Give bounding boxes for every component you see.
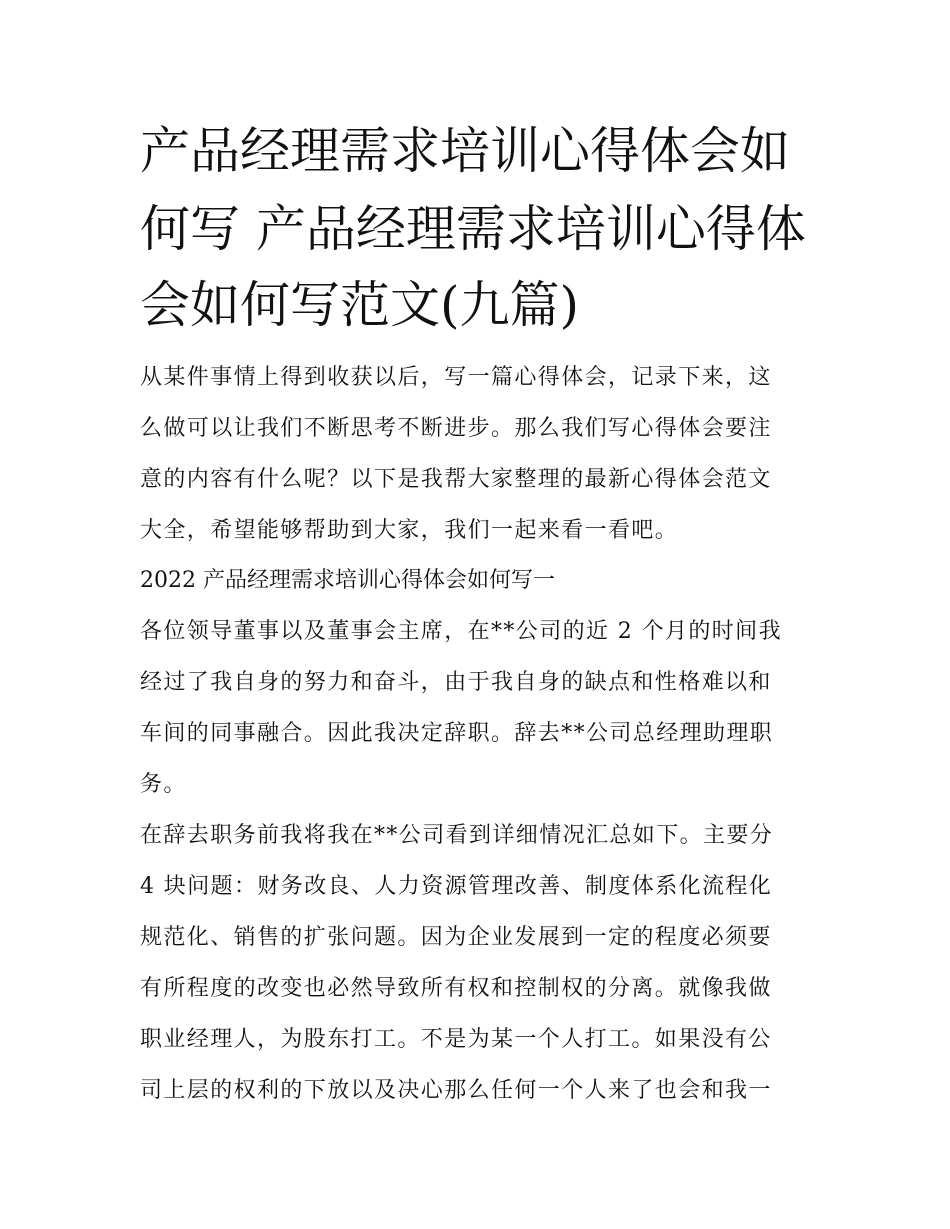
paragraph2-line-2: 4 块问题：财务改良、人力资源管理改善、制度体系化流程化 bbox=[140, 874, 773, 899]
intro-line-4: 大全，希望能够帮助到大家，我们一起来看一看吧。 bbox=[140, 518, 679, 543]
paragraph1-line-2: 经过了我自身的努力和奋斗，由于我自身的缺点和性格难以和 bbox=[140, 670, 772, 695]
paragraph1-line-4: 务。 bbox=[140, 772, 187, 797]
paragraph1-line-3: 车间的同事融合。因此我决定辞职。辞去**公司总经理助理职 bbox=[140, 721, 774, 746]
document-title-line-3: 会如何写范文(九篇) bbox=[140, 276, 580, 334]
paragraph2-line-6: 司上层的权利的下放以及决心那么任何一个人来了也会和我一 bbox=[140, 1078, 772, 1103]
paragraph1-line-1: 各位领导董事以及董事会主席，在**公司的近 2 个月的时间我 bbox=[140, 619, 782, 644]
document-title-line-2: 何写 产品经理需求培训心得体 bbox=[140, 200, 806, 258]
paragraph2-line-4: 有所程度的改变也必然导致所有权和控制权的分离。就像我做 bbox=[140, 976, 772, 1001]
paragraph2-line-3: 规范化、销售的扩张问题。因为企业发展到一定的程度必须要 bbox=[140, 925, 772, 950]
section-heading: 2022 产品经理需求培训心得体会如何写一 bbox=[140, 568, 555, 593]
intro-line-3: 意的内容有什么呢？以下是我帮大家整理的最新心得体会范文 bbox=[140, 467, 772, 492]
paragraph2-line-1: 在辞去职务前我将我在**公司看到详细情况汇总如下。主要分 bbox=[140, 823, 774, 848]
paragraph2-line-5: 职业经理人，为股东打工。不是为某一个人打工。如果没有公 bbox=[140, 1027, 772, 1052]
intro-line-2: 么做可以让我们不断思考不断进步。那么我们写心得体会要注 bbox=[140, 416, 772, 441]
document-title-line-1: 产品经理需求培训心得体会如 bbox=[140, 122, 790, 180]
intro-line-1: 从某件事情上得到收获以后，写一篇心得体会，记录下来，这 bbox=[140, 365, 772, 390]
